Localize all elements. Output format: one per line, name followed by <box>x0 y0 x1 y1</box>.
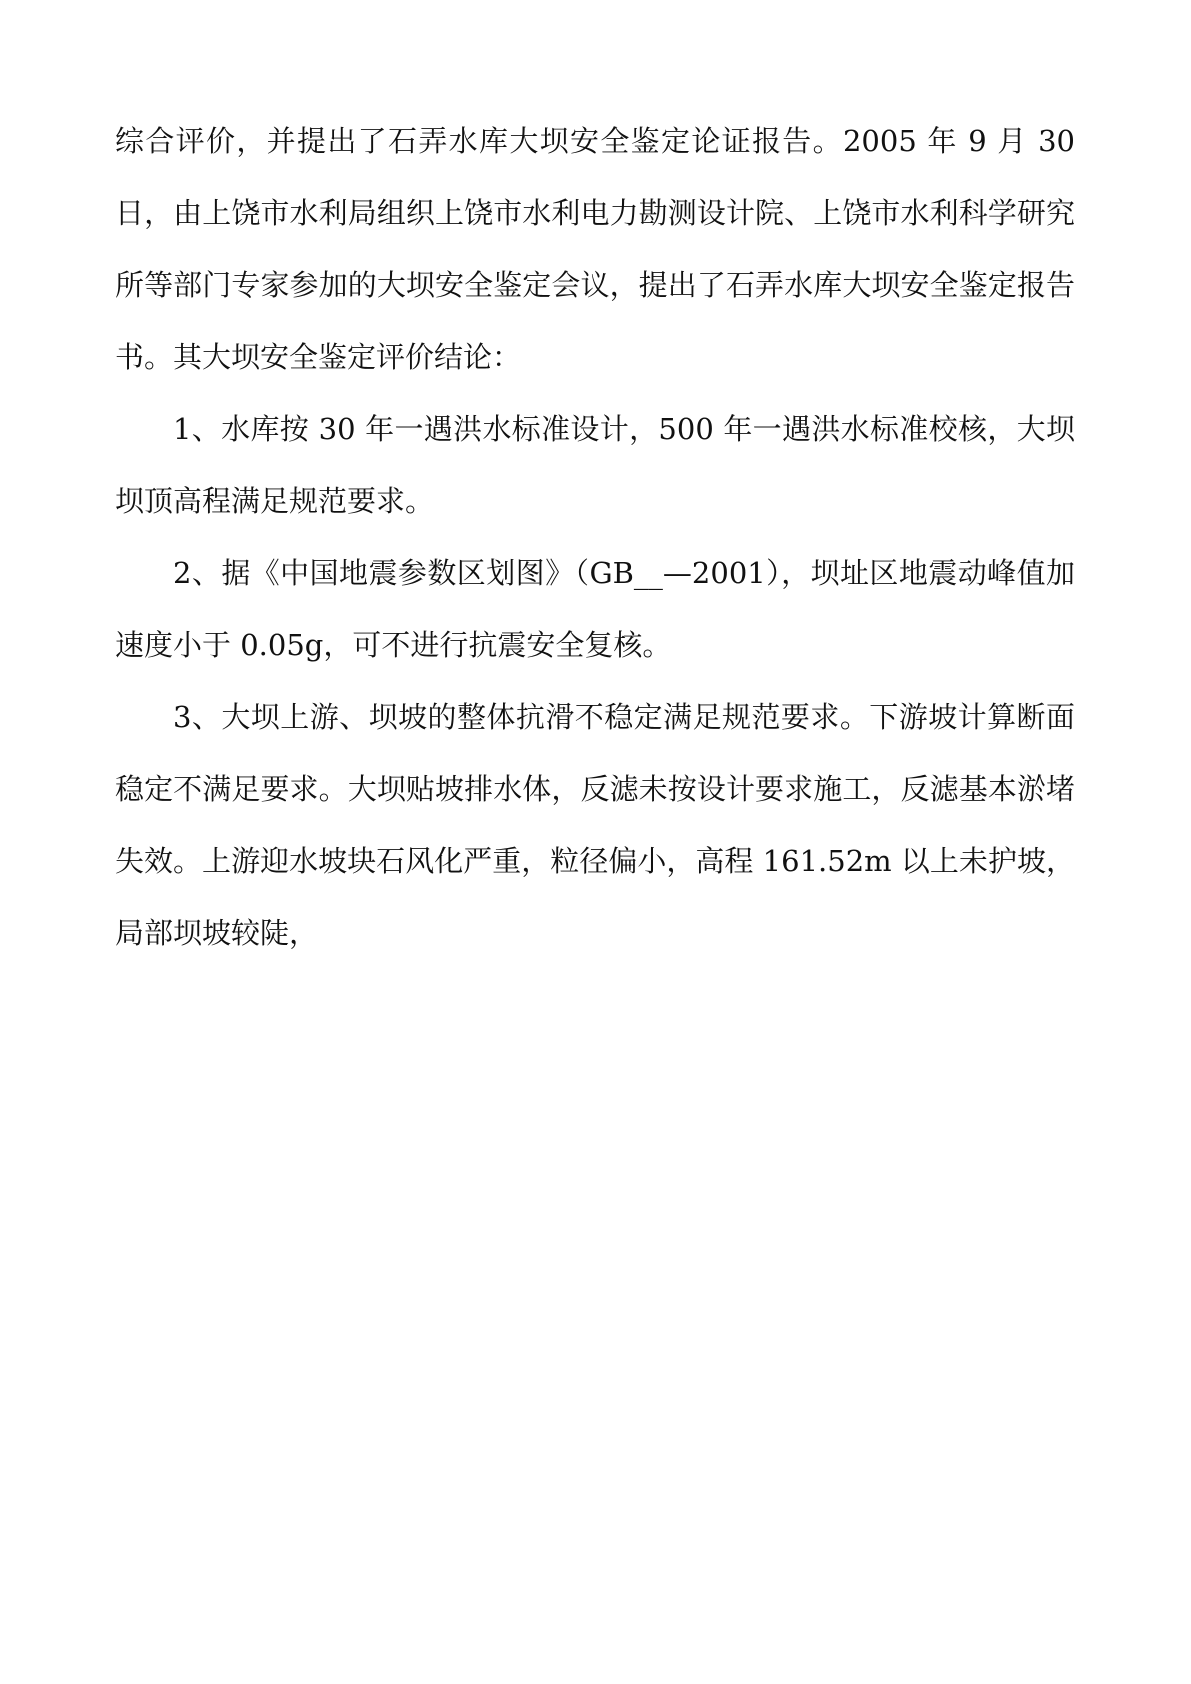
document-body <box>115 105 1075 969</box>
paragraph-conclusion-3: 3、大坝上游、坝坡的整体抗滑不稳定满足规范要求。下游坡计算断面稳定不满足要求。大坝贴坡排水体，反滤未按设计要求施工，反滤基本淤堵失效。上游迎水坡块石风化严重，粒径偏小，高程 161.52m 以上未护坡，局部坝坡较陡， <box>115 700 1075 950</box>
paragraph-conclusion-1: 1、水库按 30 年一遇洪水标准设计，500 年一遇洪水标准校核，大坝坝顶高程满足规范要求。 <box>115 412 1075 518</box>
paragraph-conclusion-2: 2、据《中国地震参数区划图》（GB__—2001），坝址区地震动峰值加速度小于 0.05g，可不进行抗震安全复核。 <box>115 556 1075 662</box>
paragraph-dam-safety-summary: 综合评价，并提出了石弄水库大坝安全鉴定论证报告。2005 年 9 月 30 日，由上饶市水利局组织上饶市水利电力勘测设计院、上饶市水利科学研究所等部门专家参加的大坝安全鉴定会议，提出了石弄水库大坝安全鉴定报告书。其大坝安全鉴定评价结论： <box>115 124 1075 374</box>
